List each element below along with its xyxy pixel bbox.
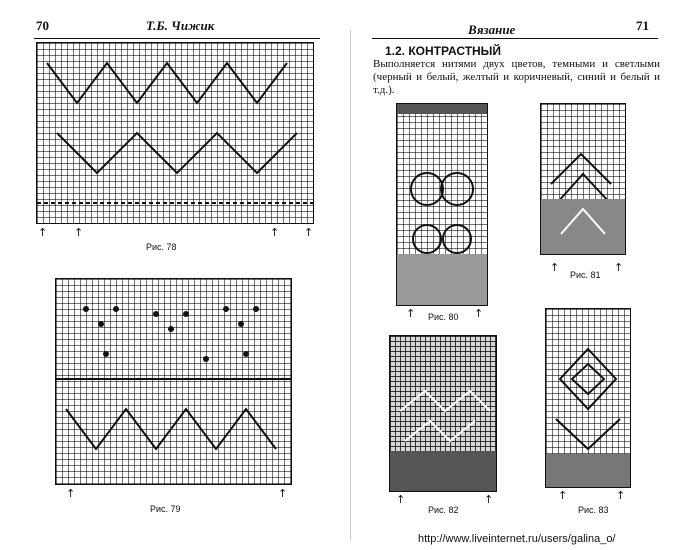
caption-fig-80: Рис. 80 <box>428 312 459 322</box>
caption-fig-83: Рис. 83 <box>578 505 609 515</box>
left-running-head: Т.Б. Чижик <box>146 18 215 33</box>
section-body-text: Выполняется нитями двух цветов, темными и светлыми (черный и белый, желтый и коричневый, синий и белый и т.д.). <box>373 58 660 96</box>
arrow-icon: ↑ <box>616 489 626 502</box>
right-page-number: 71 <box>636 18 649 33</box>
knitting-chart-81 <box>540 103 626 255</box>
chart-83-motif <box>546 309 630 487</box>
section-title: 1.2. КОНТРАСТНЫЙ <box>385 44 502 58</box>
chart-80-motif <box>397 104 487 305</box>
arrow-icon: ↑ <box>614 261 624 274</box>
caption-fig-79: Рис. 79 <box>150 504 181 514</box>
arrow-icon: ↑ <box>474 307 484 320</box>
page-gutter <box>350 30 351 540</box>
arrow-icon: ↑ <box>550 261 560 274</box>
arrow-icon: ↑ <box>270 226 280 239</box>
arrow-icon: ↑ <box>278 487 288 500</box>
arrow-icon: ↑ <box>304 226 314 239</box>
arrow-icon: ↑ <box>558 489 568 502</box>
chart-79-motif <box>56 279 291 484</box>
caption-fig-82: Рис. 82 <box>428 505 459 515</box>
arrow-icon: ↑ <box>484 493 494 506</box>
caption-fig-78: Рис. 78 <box>146 242 177 252</box>
knitting-chart-78 <box>36 42 314 224</box>
chart-78-motif <box>37 43 313 223</box>
arrow-icon: ↑ <box>38 226 48 239</box>
left-page-number: 70 <box>36 18 49 33</box>
knitting-chart-82 <box>389 335 497 492</box>
chart-81-motif <box>541 104 625 254</box>
right-header-rule <box>372 38 658 39</box>
arrow-icon: ↑ <box>74 226 84 239</box>
caption-fig-81: Рис. 81 <box>570 270 601 280</box>
knitting-chart-79 <box>55 278 292 485</box>
knitting-chart-83 <box>545 308 631 488</box>
arrow-icon: ↑ <box>406 307 416 320</box>
watermark-url: http://www.liveinternet.ru/users/galina_o/ <box>418 533 616 545</box>
arrow-icon: ↑ <box>396 493 406 506</box>
knitting-chart-80 <box>396 103 488 306</box>
right-running-head: Вязание <box>468 22 516 37</box>
left-header-rule <box>34 38 320 39</box>
arrow-icon: ↑ <box>66 487 76 500</box>
chart-82-motif <box>390 336 496 491</box>
